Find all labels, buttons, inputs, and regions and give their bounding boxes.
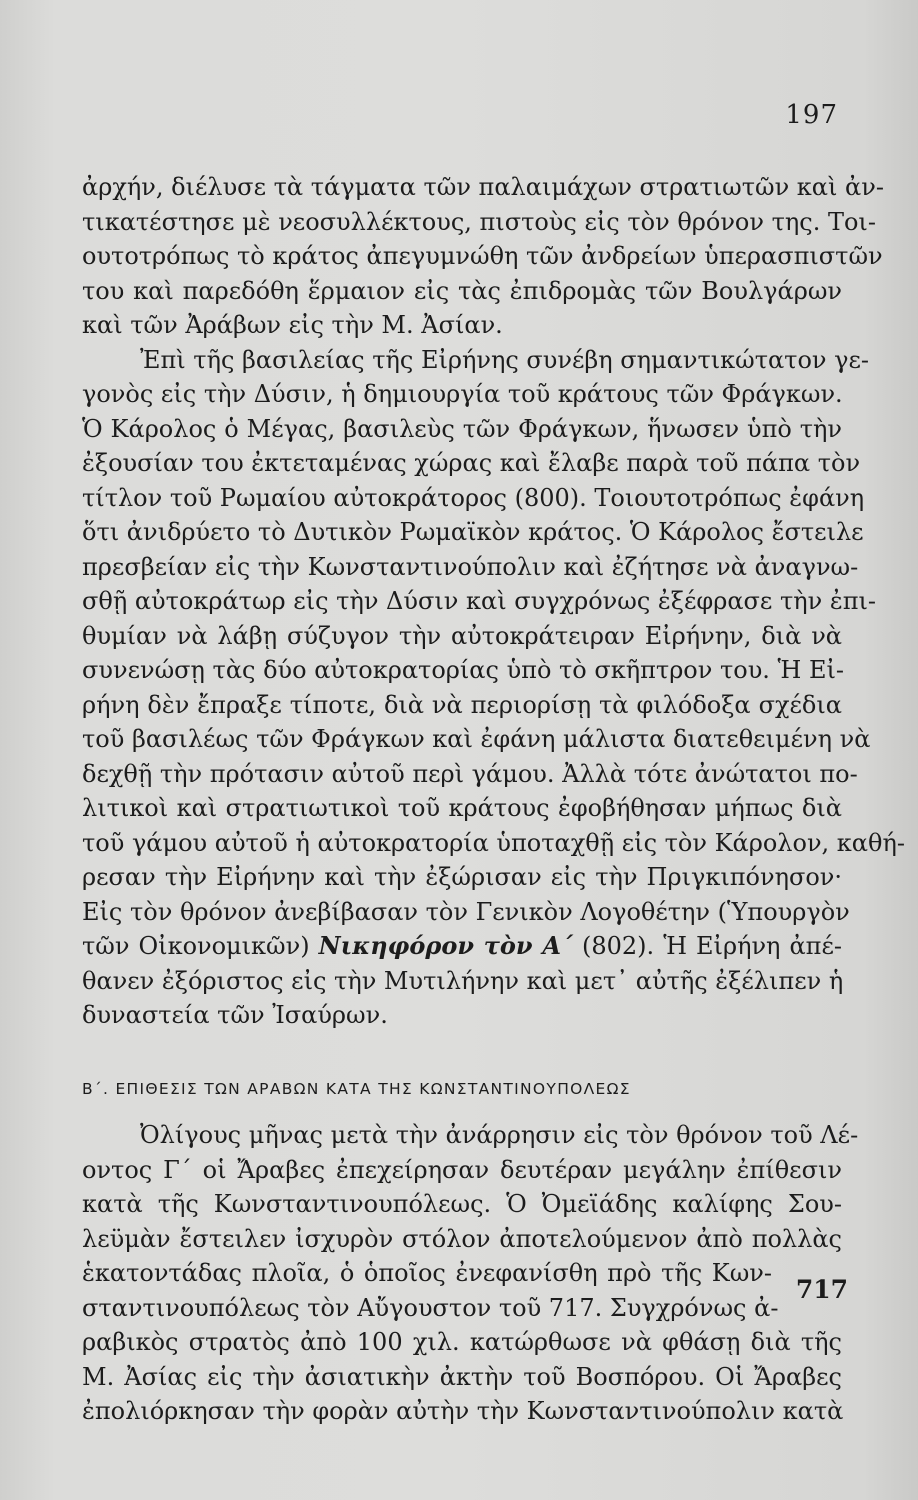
text-line: Εἰς τὸν θρόνον ἀνεβίβασαν τὸν Γενικὸν Λογοθέτην (Ὑπουργὸν xyxy=(82,897,850,926)
text-line: θυμίαν νὰ λάβῃ σύζυγον τὴν αὐτοκράτειραν Εἰρήνην, διὰ νὰ xyxy=(82,621,842,650)
text-line: σταντινουπόλεως τὸν Αὔγουστον τοῦ 717. Συγχρόνως ἀ- xyxy=(82,1293,779,1322)
text-line: λιτικοὶ καὶ στρατιωτικοὶ τοῦ κράτους ἐφοβήθησαν μήπως διὰ xyxy=(82,794,842,822)
text-line: οντος Γ΄ οἱ Ἄραβες ἐπεχείρησαν δευτέραν μεγάλην ἐπίθεσιν xyxy=(82,1155,842,1184)
text-line: γονὸς εἰς τὴν Δύσιν, ἡ δημιουργία τοῦ κράτους τῶν Φράγκων. xyxy=(82,380,843,408)
text-line: ἑκατοντάδας πλοῖα, ὁ ὁποῖος ἐνεφανίσθη πρὸ τῆς Κων- xyxy=(82,1259,772,1287)
text-line: λεϋμὰν ἔστειλεν ἰσχυρὸν στόλον ἀποτελούμενον ἀπὸ πολλὰς xyxy=(82,1224,842,1253)
margin-year: 717 xyxy=(795,1275,848,1304)
main-text xyxy=(82,170,905,1033)
text-fragment: (802). Ἡ Εἰρήνη ἀπέ- xyxy=(581,932,842,960)
text-line: Ἐπὶ τῆς βασιλείας τῆς Εἰρήνης συνέβη σημαντικώτατον γε- xyxy=(140,345,870,374)
text-line: ἀρχήν, διέλυσε τὰ τάγματα τῶν παλαιμάχων στρατιωτῶν καὶ ἀν- xyxy=(82,173,884,201)
text-line: ἐξουσίαν του ἐκτεταμένας χώρας καὶ ἔλαβε παρὰ τοῦ πάπα τὸν xyxy=(82,449,861,477)
text-line: ὅτι ἀνιδρύετο τὸ Δυτικὸν Ρωμαϊκὸν κράτος. Ὁ Κάρολος ἔστειλε xyxy=(82,518,864,546)
text-line: καὶ τῶν Ἀράβων εἰς τὴν Μ. Ἀσίαν. xyxy=(82,311,503,339)
emperor-name: Νικηφόρον τὸν Α΄ xyxy=(318,931,573,960)
text-line: Ὀλίγους μῆνας μετὰ τὴν ἀνάρρησιν εἰς τὸν θρόνον τοῦ Λέ- xyxy=(140,1121,859,1149)
text-line: του καὶ παρεδόθη ἕρμαιον εἰς τὰς ἐπιδρομὰς τῶν Βουλγάρων xyxy=(82,276,842,305)
section-heading: Β΄. ΕΠΙΘΕΣΙΣ ΤΩΝ ΑΡΑΒΩΝ ΚΑΤΑ ΤΗΣ ΚΩΝΣΤΑΝΤΙΝΟΥΠΟΛΕΩΣ xyxy=(82,1080,631,1098)
text-line: Μ. Ἀσίας εἰς τὴν ἀσιατικὴν ἀκτὴν τοῦ Βοσπόρου. Οἱ Ἄραβες xyxy=(82,1362,842,1391)
text-line: ουτοτρόπως τὸ κράτος ἀπεγυμνώθη τῶν ἀνδρείων ὑπερασπιστῶν xyxy=(82,242,883,270)
text-line: πρεσβείαν εἰς τὴν Κωνσταντινούπολιν καὶ ἐζήτησε νὰ ἀναγνω- xyxy=(82,552,859,581)
text-line: ρήνη δὲν ἔπραξε τίποτε, διὰ νὰ περιορίσῃ τὰ φιλόδοξα σχέδια xyxy=(82,690,842,719)
text-line: τοῦ βασιλέως τῶν Φράγκων καὶ ἐφάνη μάλιστα διατεθειμένη νὰ xyxy=(82,725,871,753)
text-fragment: τῶν Οἰκονομικῶν) xyxy=(82,932,310,960)
text-line: τικατέστησε μὲ νεοσυλλέκτους, πιστοὺς εἰς τὸν θρόνον της. Τοι- xyxy=(82,207,876,236)
text-line: θανεν ἐξόριστος εἰς τὴν Μυτιλήνην καὶ μετ᾽ αὐτῆς ἐξέλιπεν ἡ xyxy=(82,966,844,995)
text-line: κατὰ τῆς Κωνσταντινουπόλεως. Ὁ Ὀμεϊάδης καλίφης Σου- xyxy=(82,1190,842,1218)
page-number: 197 xyxy=(785,100,838,130)
text-line: συνενώσῃ τὰς δύο αὐτοκρατορίας ὑπὸ τὸ σκῆπτρον του. Ἡ Εἰ- xyxy=(82,656,845,684)
text-line: Ὁ Κάρολος ὁ Μέγας, βασιλεὺς τῶν Φράγκων, ἥνωσεν ὑπὸ τὴν xyxy=(82,414,842,443)
text-line: ραβικὸς στρατὸς ἀπὸ 100 χιλ. κατώρθωσε νὰ φθάσῃ διὰ τῆς xyxy=(82,1328,842,1356)
text-line: τοῦ γάμου αὐτοῦ ἡ αὐτοκρατορία ὑποταχθῇ εἰς τὸν Κάρολον, καθή- xyxy=(82,828,905,857)
text-line: σθῇ αὐτοκράτωρ εἰς τὴν Δύσιν καὶ συγχρόνως ἐξέφρασε τὴν ἐπι- xyxy=(82,587,877,615)
text-line: δυναστεία τῶν Ἰσαύρων. xyxy=(82,1001,388,1029)
text-line: τίτλον τοῦ Ρωμαίου αὐτοκράτορος (800). Τοιουτοτρόπως ἐφάνη xyxy=(82,483,865,512)
section-text xyxy=(82,1118,859,1429)
text-line: ρεσαν τὴν Εἰρήνην καὶ τὴν ἐξώρισαν εἰς τὴν Πριγκιπόνησον· xyxy=(82,863,842,891)
text-line: δεχθῇ τὴν πρότασιν αὐτοῦ περὶ γάμου. Ἀλλὰ τότε ἀνώτατοι πο- xyxy=(82,759,858,788)
text-line: ἐπολιόρκησαν τὴν φορὰν αὐτὴν τὴν Κωνσταντινούπολιν κατὰ xyxy=(82,1397,844,1425)
text-line-nikiforos xyxy=(82,929,842,964)
